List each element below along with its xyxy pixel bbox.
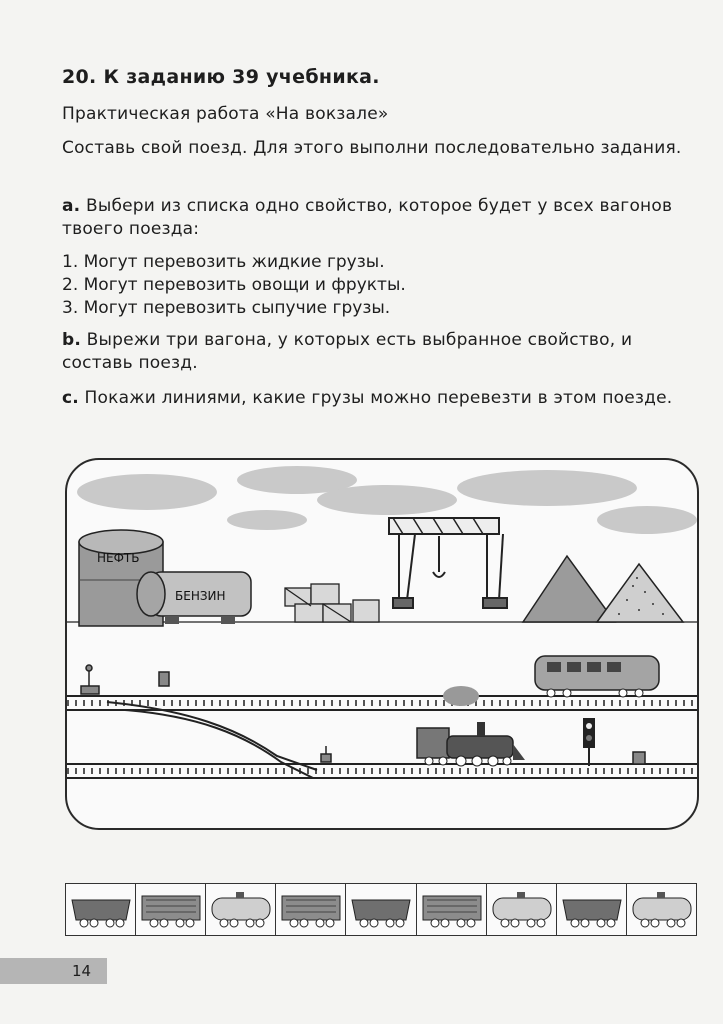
wagon-strip (65, 883, 697, 936)
petrol-tank (137, 572, 251, 624)
wagon-cell-7[interactable] (487, 884, 557, 935)
box-wagon-icon (136, 884, 205, 935)
station-illustration (65, 458, 699, 830)
option-2: 2. Могут перевозить овощи и фрукты. (62, 275, 406, 295)
step-b-text: Вырежи три вагона, у которых есть выбранное свойство, и составь поезд. (62, 330, 633, 373)
option-1: 1. Могут перевозить жидкие грузы. (62, 252, 385, 272)
tank-wagon-icon (487, 884, 556, 935)
box-wagon-icon (276, 884, 345, 935)
step-a-text: Выбери из списка одно свойство, которое будет у всех вагонов твоего поезда: (62, 196, 673, 239)
tank-wagon-icon (206, 884, 275, 935)
page-number-bar (0, 958, 107, 984)
wagon-cell-3[interactable] (206, 884, 276, 935)
lower-track (67, 764, 697, 778)
step-c-letter: c. (62, 388, 79, 408)
clouds (77, 466, 697, 534)
traffic-signal (583, 718, 595, 766)
box-wagon-icon (417, 884, 486, 935)
option-3: 3. Могут перевозить сыпучие грузы. (62, 298, 391, 318)
exercise-heading: 20. К заданию 39 учебника. (62, 66, 380, 88)
wagon-cell-9[interactable] (627, 884, 696, 935)
switch-track (107, 702, 317, 778)
options-list (62, 251, 406, 320)
sand-pile-dark (523, 556, 615, 622)
diesel-locomotive (535, 656, 659, 697)
wagon-cell-1[interactable] (66, 884, 136, 935)
step-a (62, 195, 692, 241)
exercise-intro: Составь свой поезд. Для этого выполни последовательно задания. (62, 138, 682, 158)
open-wagon-icon (66, 884, 135, 935)
wagon-cell-4[interactable] (276, 884, 346, 935)
open-wagon-icon (557, 884, 626, 935)
open-wagon-icon (346, 884, 415, 935)
wagon-cell-8[interactable] (557, 884, 627, 935)
oil-tank-label: НЕФТЬ (97, 551, 140, 565)
tank-wagon-icon (627, 884, 696, 935)
wagon-cell-6[interactable] (417, 884, 487, 935)
crates (285, 584, 379, 622)
step-b (62, 329, 692, 375)
step-c-text: Покажи линиями, какие грузы можно перевезти в этом поезде. (84, 388, 673, 408)
upper-track (67, 696, 697, 710)
step-a-letter: a. (62, 196, 81, 216)
gantry-crane (389, 518, 507, 608)
wagon-cell-2[interactable] (136, 884, 206, 935)
petrol-tank-label: БЕНЗИН (175, 589, 226, 603)
steam-locomotive (417, 686, 525, 766)
wagon-cell-5[interactable] (346, 884, 416, 935)
step-c (62, 387, 692, 410)
exercise-subtitle: Практическая работа «На вокзале» (62, 104, 389, 124)
station-scene-svg (67, 460, 697, 828)
sand-pile-light (597, 564, 683, 622)
step-b-letter: b. (62, 330, 82, 350)
page-number: 14 (72, 962, 92, 980)
